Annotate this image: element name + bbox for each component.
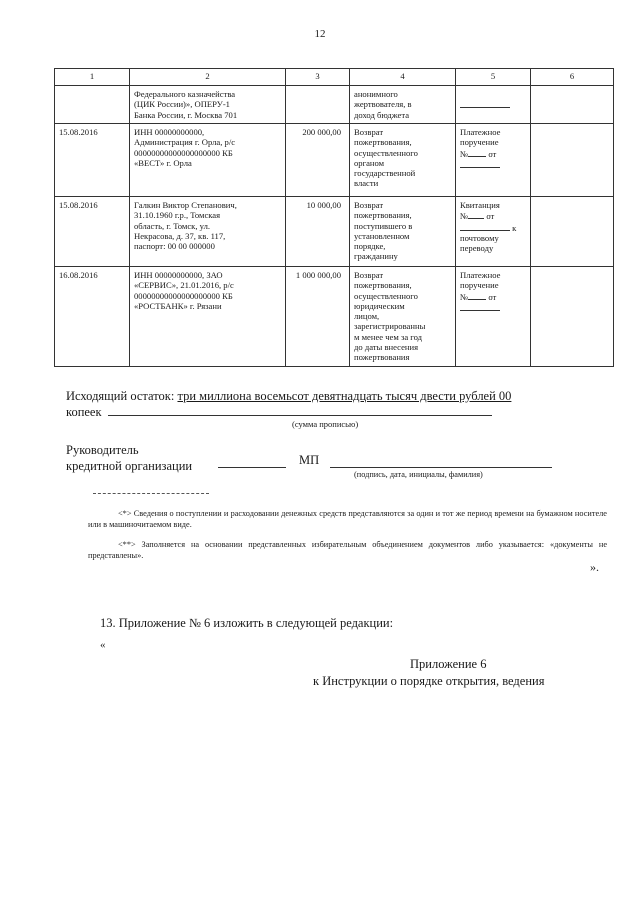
blank-line (460, 99, 510, 108)
signature-caption: (подпись, дата, инициалы, фамилия) (354, 470, 483, 479)
column-header: 3 (286, 69, 350, 86)
cell-document (456, 86, 531, 124)
page-number: 12 (314, 28, 326, 40)
cell-note (531, 267, 614, 367)
stamp-place-label: МП (299, 453, 320, 467)
closing-quote: ». (590, 560, 599, 574)
cell-sum: 10 000,00 (286, 197, 350, 267)
column-header: 1 (55, 69, 130, 86)
signature-details-line (330, 467, 552, 468)
cell-reason: Возврат пожертвования, осуществленного органом государственной власти (350, 124, 456, 197)
cell-date: 15.08.2016 (55, 124, 130, 197)
sum-caption: (сумма прописью) (292, 419, 359, 429)
column-header: 4 (350, 69, 456, 86)
blank-line (460, 302, 500, 311)
register-table (54, 68, 614, 367)
footnote-1: <*> Сведения о поступлении и расходовании денежных средств представляются за один и тот же период времени на бумажном носителе или в машиночитаемом виде. (88, 509, 607, 529)
cell-reason: Возврат пожертвования, поступившего в установленном порядке, гражданину (350, 197, 456, 267)
sum-underline (108, 415, 492, 416)
cell-document: Платежное поручение № от (456, 267, 531, 367)
appendix-subtitle: к Инструкции о порядке открытия, ведения (313, 674, 545, 688)
cell-document: Квитанция № от к почтовому переводу (456, 197, 531, 267)
cell-date: 15.08.2016 (55, 197, 130, 267)
table-row (55, 124, 614, 197)
footnote-2: <**> Заполняется на основании представленных избирательным объединением документов либо указывается: «документы не представлены». (88, 540, 607, 560)
table-row (55, 86, 614, 124)
head-of-bank-label: Руководитель кредитной организации (66, 443, 193, 473)
cell-date (55, 86, 130, 124)
cell-donor: Федерального казначейства (ЦИК России)», ОПЕРУ-1 Банка России, г. Москва 701 (130, 86, 286, 124)
cell-sum: 1 000 000,00 (286, 267, 350, 367)
cell-sum: 200 000,00 (286, 124, 350, 197)
cell-donor: Галкин Виктор Степанович, 31.10.1960 г.р., Томская область, г. Томск, ул. Некрасова, д. 37, кв. 117, паспорт: 00 00 000000 (130, 197, 286, 267)
cell-document: Платежное поручение № от (456, 124, 531, 197)
column-header: 6 (531, 69, 614, 86)
table-row (55, 267, 614, 367)
appendix-title: Приложение 6 (410, 657, 487, 671)
column-header: 2 (130, 69, 286, 86)
outgoing-balance-value: три миллиона восемьсот девятнадцать тысяч двести рублей 00 (177, 389, 512, 403)
cell-note (531, 124, 614, 197)
table-header-row (55, 69, 614, 86)
signature-line (218, 467, 286, 468)
opening-quote: « (100, 639, 106, 651)
blank-line (460, 159, 500, 168)
cell-donor: ИНН 00000000000, Администрация г. Орла, р/с 00000000000000000000 КБ «ВЕСТ» г. Орла (130, 124, 286, 197)
cell-sum (286, 86, 350, 124)
table-row (55, 197, 614, 267)
footnote-separator (93, 493, 209, 494)
cell-reason: Возврат пожертвования, осуществленного юридическим лицом, зарегистрированны м менее чем за год до даты внесения пожертвования (350, 267, 456, 367)
cell-date: 16.08.2016 (55, 267, 130, 367)
outgoing-balance-kopecks: копеек (66, 405, 102, 419)
cell-reason: анонимного жертвователя, в доход бюджета (350, 86, 456, 124)
outgoing-balance-label: Исходящий остаток: (66, 389, 175, 403)
cell-note (531, 86, 614, 124)
column-header: 5 (456, 69, 531, 86)
amendment-text: 13. Приложение № 6 изложить в следующей редакции: (100, 616, 394, 630)
cell-donor: ИНН 00000000000, ЗАО «СЕРВИС», 21.01.2016, р/с 00000000000000000000 КБ «РОСТБАНК» г. Рязани (130, 267, 286, 367)
cell-note (531, 197, 614, 267)
